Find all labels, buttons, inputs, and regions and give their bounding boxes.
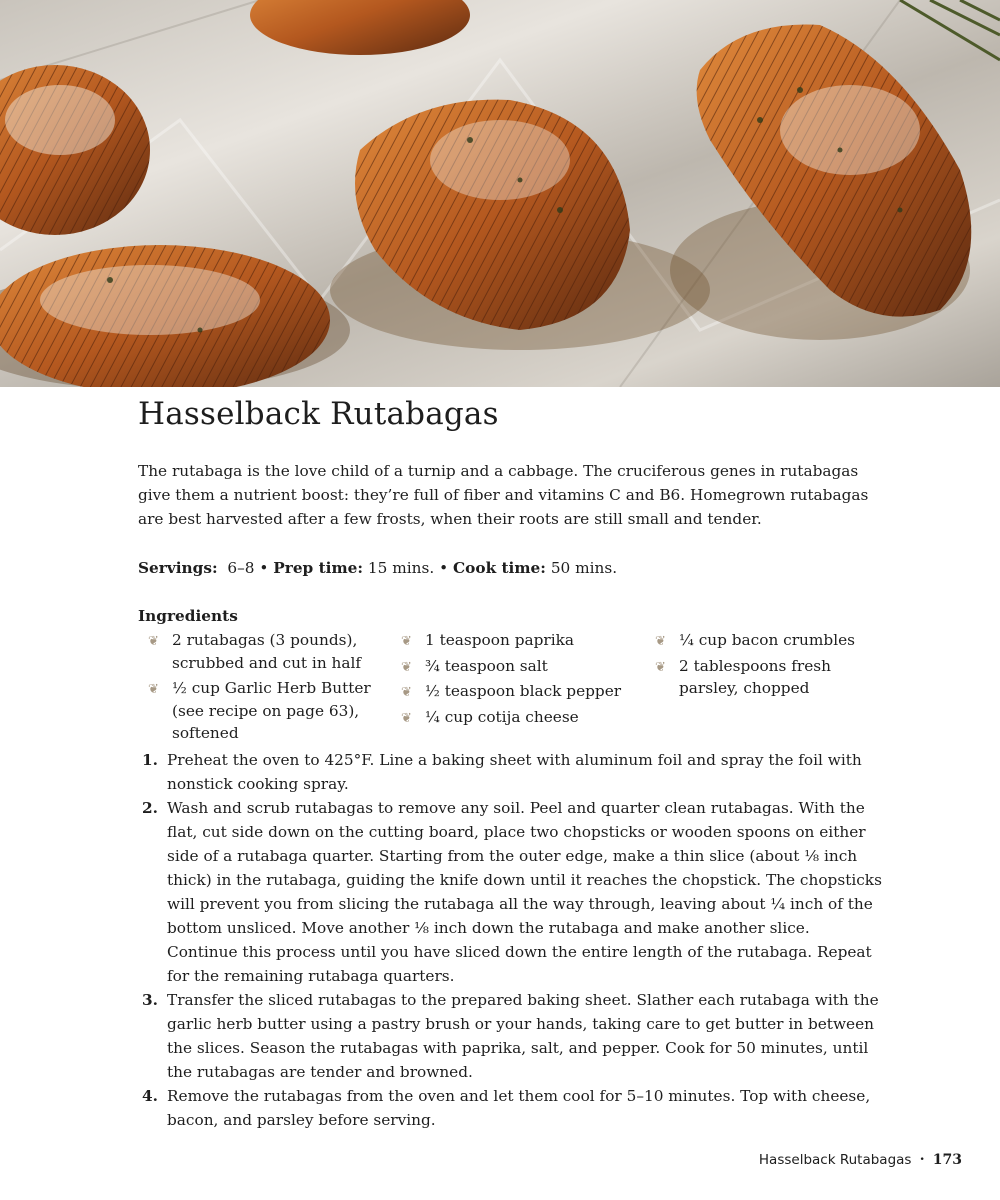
step-text: Preheat the oven to 425°F. Line a baking sheet with aluminum foil and spray the foil with nonstick cooking spray. [167,751,862,793]
fleuron-bullet-icon: ❦ [148,682,159,697]
ingredients-heading: Ingredients [138,607,238,625]
fleuron-bullet-icon: ❦ [655,634,666,649]
step-number: 2. [142,799,158,817]
ingredient-item: ❦ ¼ cup bacon crumbles [645,629,885,652]
instruction-step [138,796,883,988]
recipe-intro: The rutabaga is the love child of a turnip and a cabbage. The cruciferous genes in rutabagas give them a nutrient boost: they’re full of fiber and vitamins C and B6. Homegrown rutabagas are best harvested after a few frosts, when their roots are still small and tender. [138,462,869,528]
instruction-step [138,1084,883,1132]
step-number: 3. [142,991,158,1009]
fleuron-bullet-icon: ❦ [655,659,666,675]
ingredients-column-3 [645,629,885,703]
servings-label: Servings: [138,559,218,577]
rutabaga-photo-illustration [0,0,1000,387]
ingredient-item: ❦ 2 rutabagas (3 pounds), scrubbed and cut in half [148,631,362,672]
running-title: Hasselback Rutabagas [758,1152,912,1168]
page-number: 173 [932,1152,962,1168]
step-number: 4. [142,1087,158,1105]
recipe-meta [138,556,617,580]
servings-value: 6–8 [227,559,255,577]
ingredients-column-2 [391,629,651,731]
meta-separator: • [259,559,269,577]
footer-separator: • [919,1155,925,1165]
step-number: 1. [142,751,158,769]
ingredient-item: ❦ 1 teaspoon paprika [391,629,651,652]
instruction-step [138,748,883,796]
page-footer [759,1152,962,1168]
ingredient-item: ❦ ¾ teaspoon salt [391,655,651,678]
fleuron-bullet-icon: ❦ [401,685,412,700]
step-text: Wash and scrub rutabagas to remove any soil. Peel and quarter clean rutabagas. With the flat, cut side down on the cutting board, place two chopsticks or wooden spoons on either side of a rutabaga quarter. Starting from the outer edge, make a thin slice (about ⅛ inch thick) in the rutabaga, guiding the knife down until it reaches the chopstick. The chopsticks will prevent you from slicing the rutabaga all the way through, leaving about ¼ inch of the bottom unsliced. Move another ⅛ inch down the rutabaga and make another slice. Continue this process until you have sliced down the entire length of the rutabaga. Repeat for the remaining rutabaga quarters. [167,799,882,985]
ingredient-item: ❦ ½ teaspoon black pepper [391,680,651,703]
step-text: Transfer the sliced rutabagas to the prepared baking sheet. Slather each rutabaga with the garlic herb butter using a pastry brush or your hands, taking care to get butter in between the slices. Season the rutabagas with paprika, salt, and pepper. Cook for 50 minutes, until the rutabagas are tender and browned. [167,991,879,1081]
instruction-step [138,988,883,1084]
fleuron-bullet-icon: ❦ [148,634,159,649]
meta-separator: • [439,559,449,577]
cook-label: Cook time: [452,559,546,577]
ingredient-item: ❦ 2 tablespoons fresh parsley, chopped [655,656,831,697]
recipe-photo [0,0,1000,387]
prep-value: 15 mins. [367,559,435,577]
recipe-title: Hasselback Rutabagas [138,396,499,432]
ingredients-column-1 [138,629,388,748]
fleuron-bullet-icon: ❦ [401,659,412,675]
ingredient-item: ❦ ½ cup Garlic Herb Butter (see recipe on page 63), softened [148,679,371,742]
cook-value: 50 mins. [550,559,618,577]
instructions-list [138,748,883,1132]
fleuron-bullet-icon: ❦ [401,710,412,726]
prep-label: Prep time: [273,559,364,577]
step-text: Remove the rutabagas from the oven and let them cool for 5–10 minutes. Top with cheese, bacon, and parsley before serving. [167,1087,871,1129]
ingredient-item: ❦ ¼ cup cotija cheese [391,706,651,729]
fleuron-bullet-icon: ❦ [401,634,412,649]
